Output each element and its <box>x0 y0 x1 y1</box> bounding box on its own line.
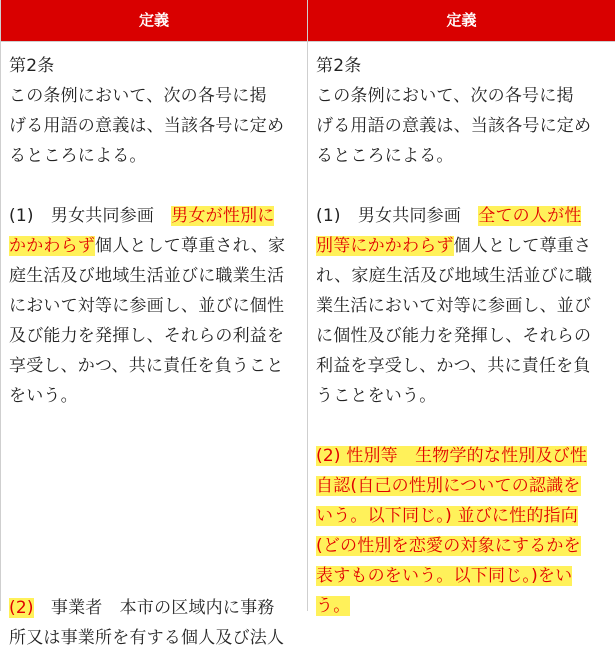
item1-line: うことをいう。 <box>316 386 437 406</box>
left-column <box>1 0 308 648</box>
item1-prefix: (1) 男女共同参画 <box>316 206 479 226</box>
item1-line: において対等に参画し、並びに個性 <box>9 296 285 316</box>
item1-highlight: 全ての人が性 <box>478 206 582 226</box>
right-header: 定義 <box>308 0 615 42</box>
item2-line <box>316 501 615 531</box>
item1-line <box>9 231 307 261</box>
item1-highlight: 別等にかかわらず <box>316 236 454 256</box>
item1-line: 及び能力を発揮し、それらの利益を <box>9 326 285 346</box>
intro-line: るところによる。 <box>316 146 454 166</box>
item1-line: 利益を享受し、かつ、共に責任を負 <box>316 356 591 376</box>
intro-line: げる用語の意義は、当該各号に定め <box>316 116 592 136</box>
right-column <box>308 0 615 616</box>
item1-line: 庭生活及び地域生活並びに職業生活 <box>9 266 285 286</box>
item2-line <box>316 591 615 621</box>
item2-line <box>316 531 615 561</box>
article-number: 第2条 <box>9 56 55 76</box>
item1-highlight: 男女が性別に <box>171 206 275 226</box>
item1-highlight: かかわらず <box>9 236 95 256</box>
right-body <box>308 42 615 621</box>
article-number: 第2条 <box>316 56 362 76</box>
item1-line: 享受し、かつ、共に責任を負うこと <box>9 356 284 376</box>
intro-line: るところによる。 <box>9 146 147 166</box>
item1-line: に個性及び能力を発揮し、それらの <box>316 326 592 346</box>
item1-prefix: (1) 男女共同参画 <box>9 206 172 226</box>
item2-highlight: 表すものをいう。以下同じ。)をい <box>316 566 573 586</box>
intro-line: この条例において、次の各号に掲 <box>9 86 267 106</box>
item2-line <box>316 561 615 591</box>
item2-line-cut: 所又は事業所を有する個人及び法人 <box>9 628 285 648</box>
item1-line <box>316 201 615 231</box>
intro-line: この条例において、次の各号に掲 <box>316 86 574 106</box>
item1-line: れ、家庭生活及び地域生活並びに職 <box>316 266 593 286</box>
spacer <box>9 171 307 201</box>
item1-text: 個人として尊重され、家 <box>95 236 286 256</box>
item2-line <box>316 471 615 501</box>
left-header: 定義 <box>1 0 307 42</box>
item2-highlight: (どの性別を恋愛の対象にするかを <box>316 536 581 556</box>
spacer <box>9 411 307 593</box>
item2-line <box>9 593 307 623</box>
spacer <box>316 171 615 201</box>
item2-text: 事業者 本市の区域内に事務 <box>33 598 275 618</box>
item1-line <box>9 201 307 231</box>
item1-line: をいう。 <box>9 386 78 406</box>
spacer <box>316 411 615 441</box>
item1-text: 個人として尊重さ <box>453 236 592 256</box>
intro-line: げる用語の意義は、当該各号に定め <box>9 116 285 136</box>
left-body <box>1 42 307 653</box>
item1-line <box>316 231 615 261</box>
item2-highlight: う。 <box>316 596 351 616</box>
item1-line: 業生活において対等に参画し、並び <box>316 296 592 316</box>
item2-number: (2) <box>9 598 34 618</box>
item2-highlight: 自認(自己の性別についての認識を <box>316 476 581 496</box>
item2-line <box>316 441 615 471</box>
item2-highlight: (2) 性別等 生物学的な性別及び性 <box>316 446 588 466</box>
item2-highlight: いう。以下同じ。) 並びに性的指向 <box>316 506 578 526</box>
